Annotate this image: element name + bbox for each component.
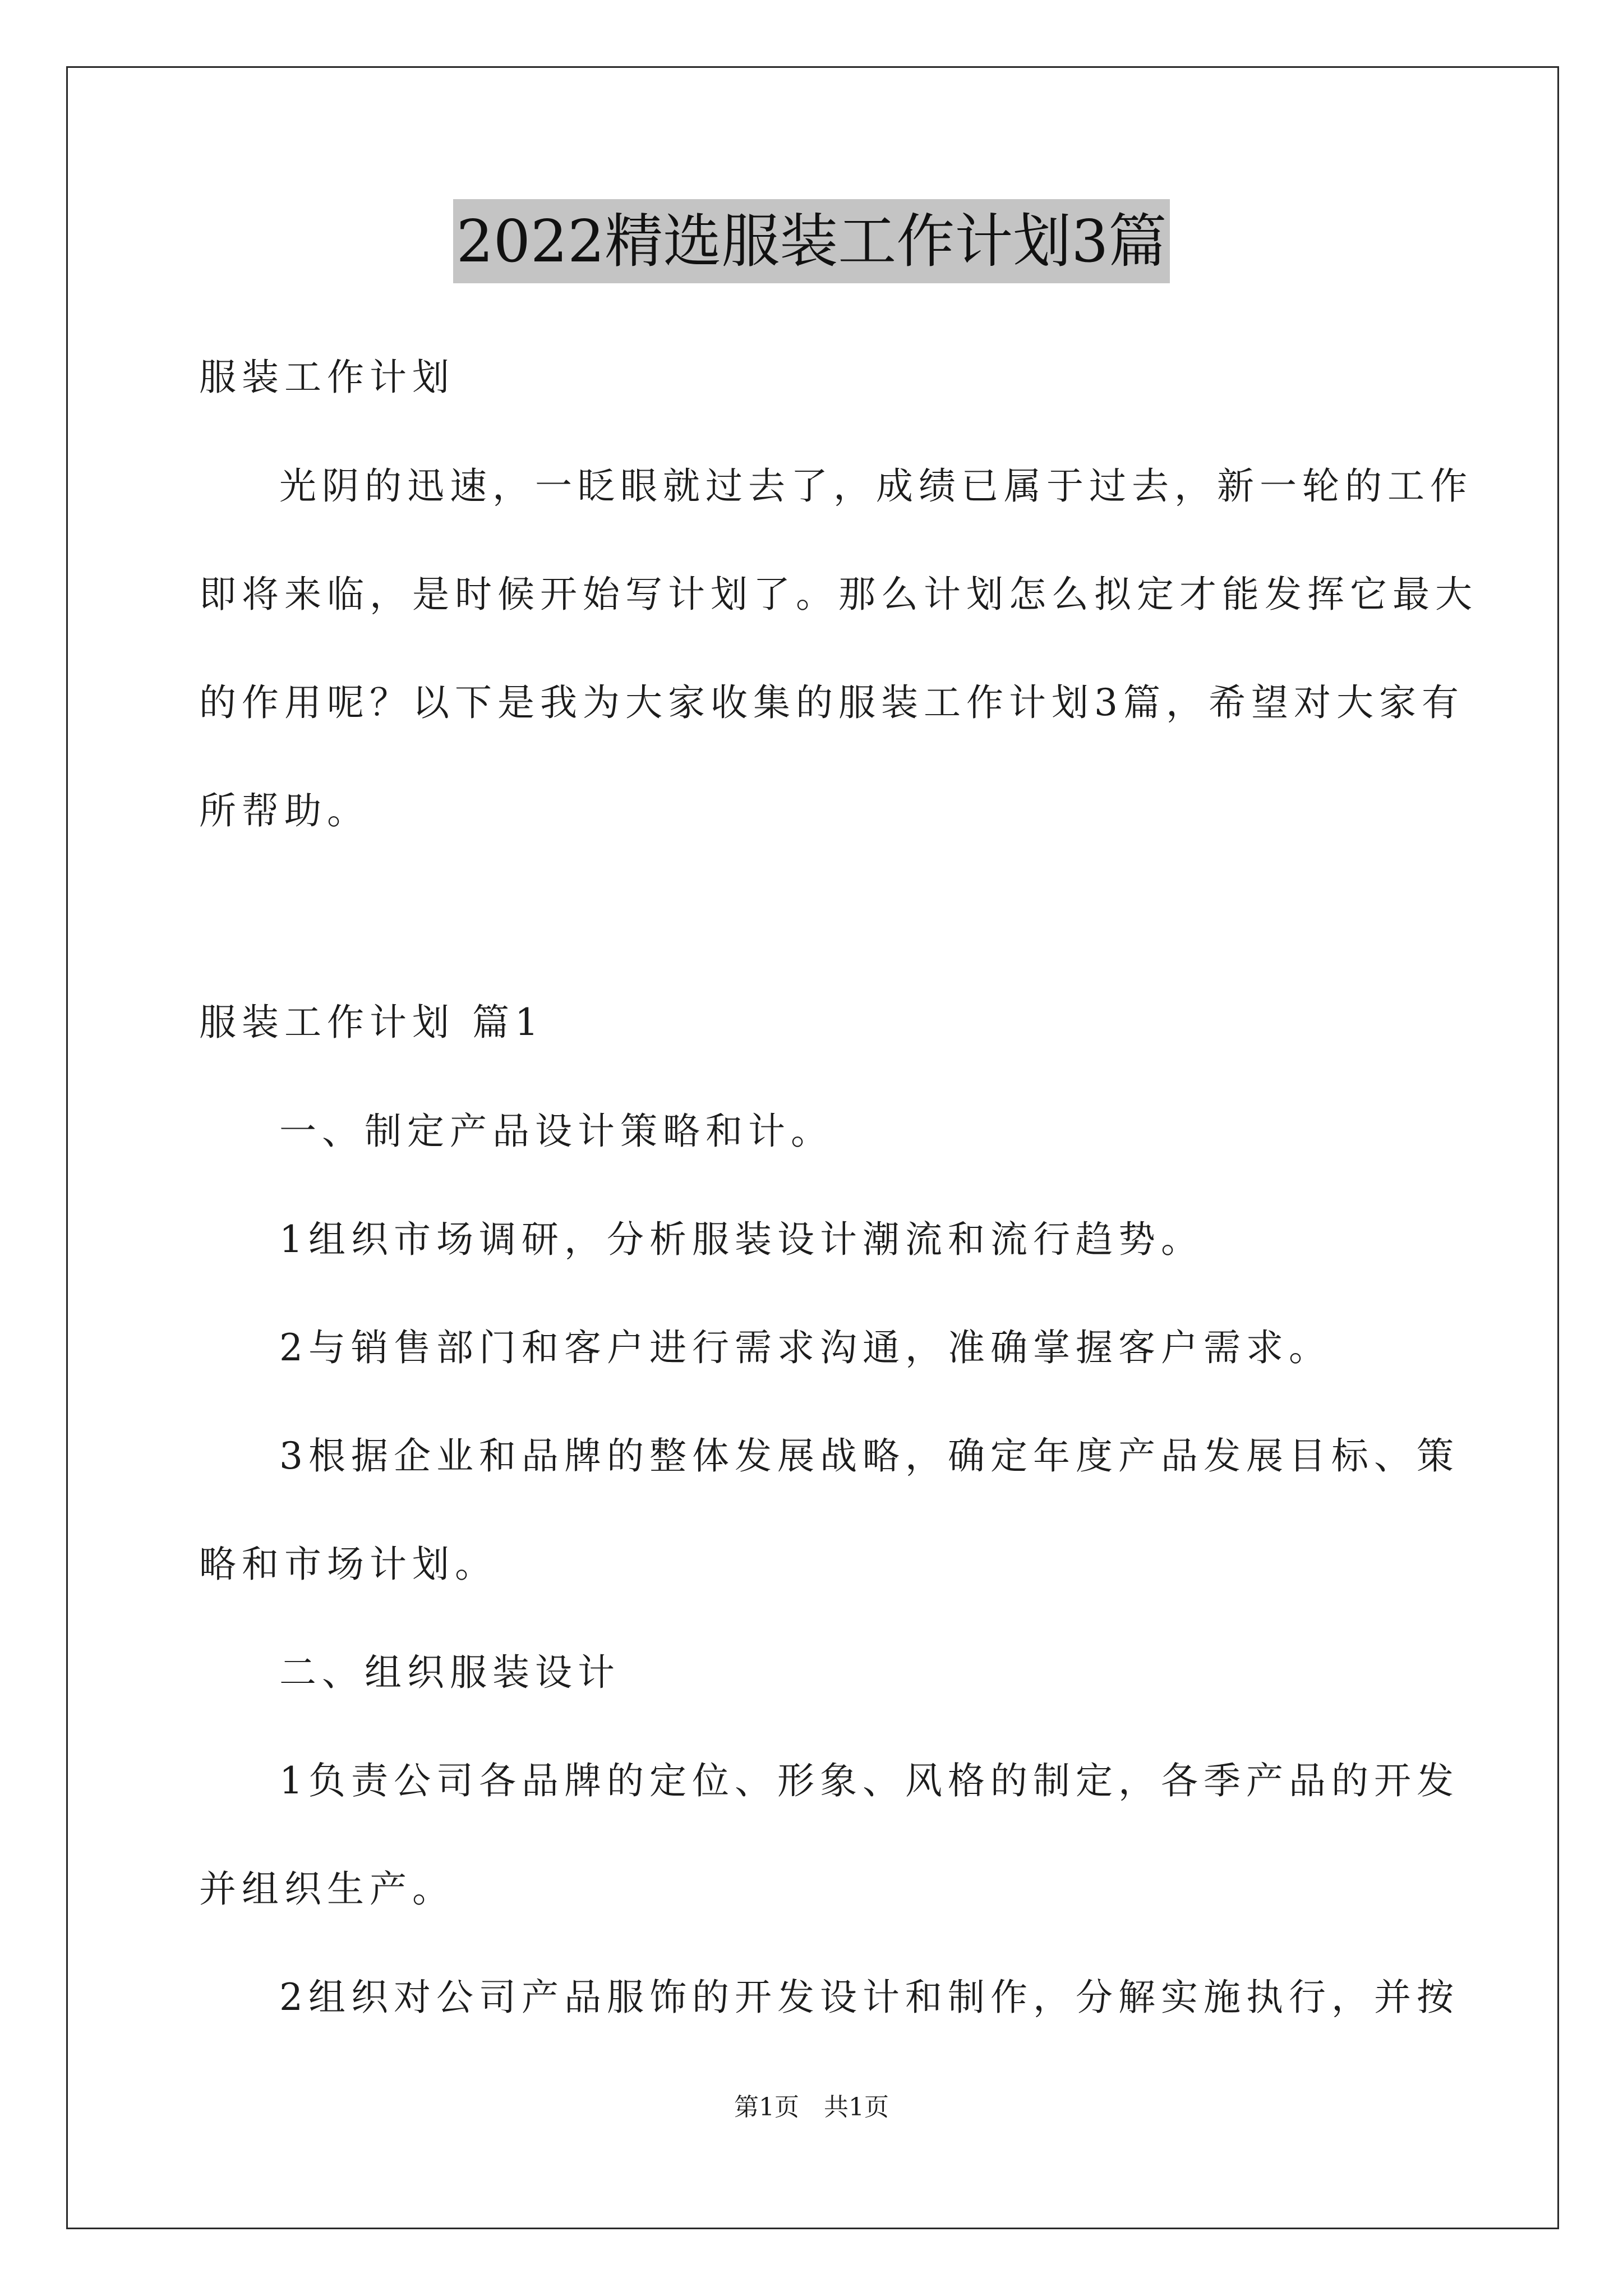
paragraph-line: 1组织市场调研，分析服装设计潮流和流行趋势。 [279, 1218, 1204, 1261]
paragraph-line: 1负责公司各品牌的定位、形象、风格的制定，各季产品的开发 [279, 1759, 1459, 1802]
section-heading: 服装工作计划 篇1 [199, 1001, 544, 1044]
paragraph-line: 并组织生产。 [199, 1867, 455, 1911]
paragraph-line: 一、制定产品设计策略和计。 [279, 1110, 833, 1153]
paragraph-line: 3根据企业和品牌的整体发展战略，确定年度产品发展目标、策 [279, 1434, 1459, 1478]
paragraph-line: 2与销售部门和客户进行需求沟通，准确掌握客户需求。 [279, 1326, 1331, 1369]
paragraph-line: 即将来临，是时候开始写计划了。那么计划怎么拟定才能发挥它最大 [199, 573, 1478, 616]
paragraph-line: 的作用呢？以下是我为大家收集的服装工作计划3篇，希望对大家有 [199, 681, 1464, 724]
paragraph-line: 略和市场计划。 [199, 1543, 497, 1586]
page-footer: 第1页 共1页 [734, 2093, 889, 2122]
document-title: 2022精选服装工作计划3篇 [453, 199, 1170, 283]
paragraph-line: 所帮助。 [199, 789, 370, 832]
title-container [0, 199, 1623, 283]
paragraph-line: 二、组织服装设计 [279, 1651, 620, 1694]
paragraph-line: 光阴的迅速，一眨眼就过去了，成绩已属于过去，新一轮的工作 [279, 464, 1473, 508]
section-heading: 服装工作计划 [199, 356, 455, 399]
paragraph-line: 2组织对公司产品服饰的开发设计和制作，分解实施执行，并按 [279, 1976, 1459, 2019]
